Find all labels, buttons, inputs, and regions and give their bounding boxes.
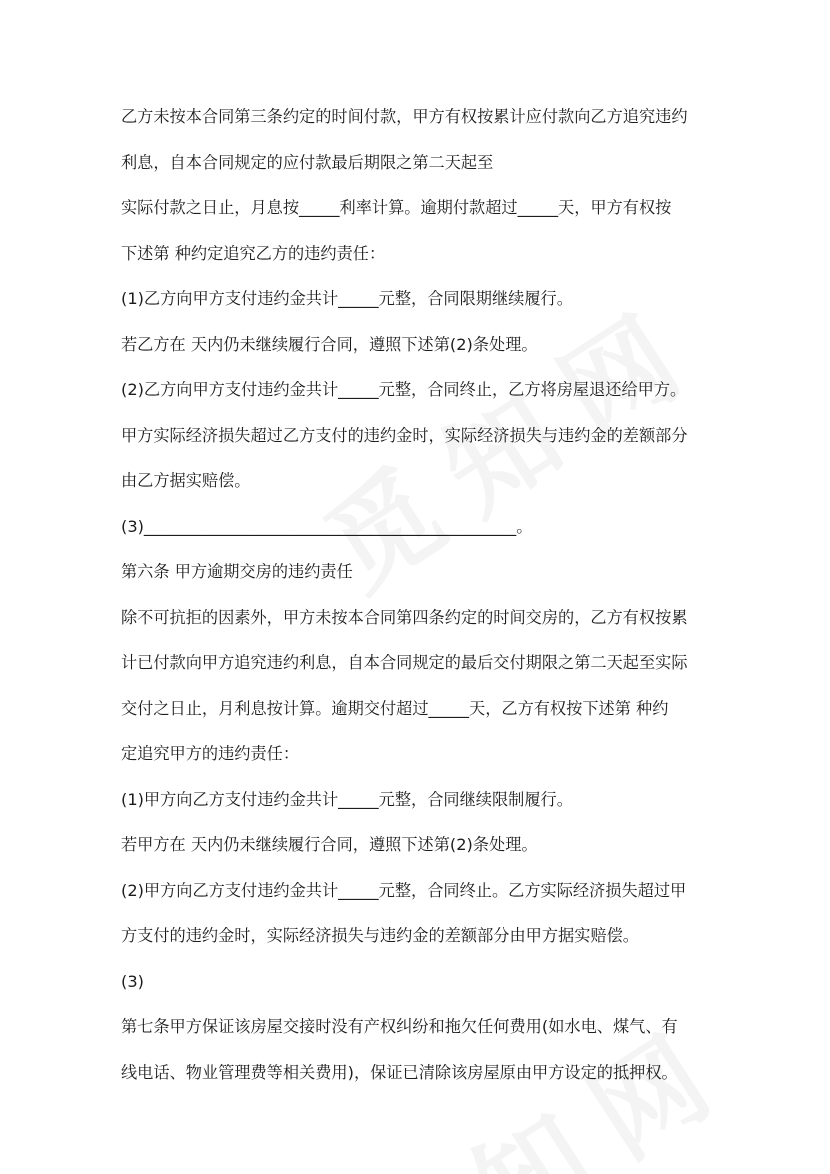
paragraph-line: 由乙方据实赔偿。 [121,471,251,490]
section-heading: 第七条甲方保证该房屋交接时没有产权纠纷和拖欠任何费用(如水电、煤气、有 [121,1017,678,1036]
paragraph-line: 若乙方在 天内仍未继续履行合同，遵照下述第(2)条处理。 [121,334,538,354]
paragraph-line: 下述第 种约定追究乙方的违约责任： [121,243,386,263]
document-body [121,104,721,1105]
clause-item: (3) [121,971,144,991]
paragraph-line: 实际付款之日止，月息按_____利率计算。逾期付款超过_____天，甲方有权按 [121,198,672,217]
paragraph-line: 乙方未按本合同第三条约定的时间付款，甲方有权按累计应付款向乙方追究违约 [121,107,688,126]
paragraph-line: 定追究甲方的违约责任： [121,744,300,763]
paragraph-line: 方支付的违约金时，实际经济损失与违约金的差额部分由甲方据实赔偿。 [121,926,639,945]
paragraph-line: 除不可抗拒的因素外，甲方未按本合同第四条约定的时间交房的，乙方有权按累 [121,607,688,627]
paragraph-line: 甲方实际经济损失超过乙方支付的违约金时，实际经济损失与违约金的差额部分 [121,425,688,445]
clause-item: (2)乙方向甲方支付违约金共计_____元整，合同终止，乙方将房屋退还给甲方。 [121,380,687,399]
paragraph-line: 利息，自本合同规定的应付款最后期限之第二天起至 [121,152,494,172]
paragraph-line: 计已付款向甲方追究违约利息，自本合同规定的最后交付期限之第二天起至实际 [121,653,688,672]
paragraph-line: 交付之日止，月利息按计算。逾期交付超过_____天，乙方有权按下述第 种约 [121,698,669,718]
clause-item: (1)乙方向甲方支付违约金共计_____元整，合同限期继续履行。 [121,289,573,308]
section-heading: 第六条 甲方逾期交房的违约责任 [121,562,353,581]
clause-item: (2)甲方向乙方支付违约金共计_____元整，合同终止。乙方实际经济损失超过甲 [121,880,687,900]
clause-item: (1)甲方向乙方支付违约金共计_____元整，合同继续限制履行。 [121,789,573,809]
clause-item: (3)______________________________________________。 [121,516,533,536]
paragraph-line: 线电话、物业管理费等相关费用)，保证已清除该房屋原由甲方设定的抵押权。 [121,1062,678,1082]
paragraph-line: 若甲方在 天内仍未继续履行合同，遵照下述第(2)条处理。 [121,835,538,854]
